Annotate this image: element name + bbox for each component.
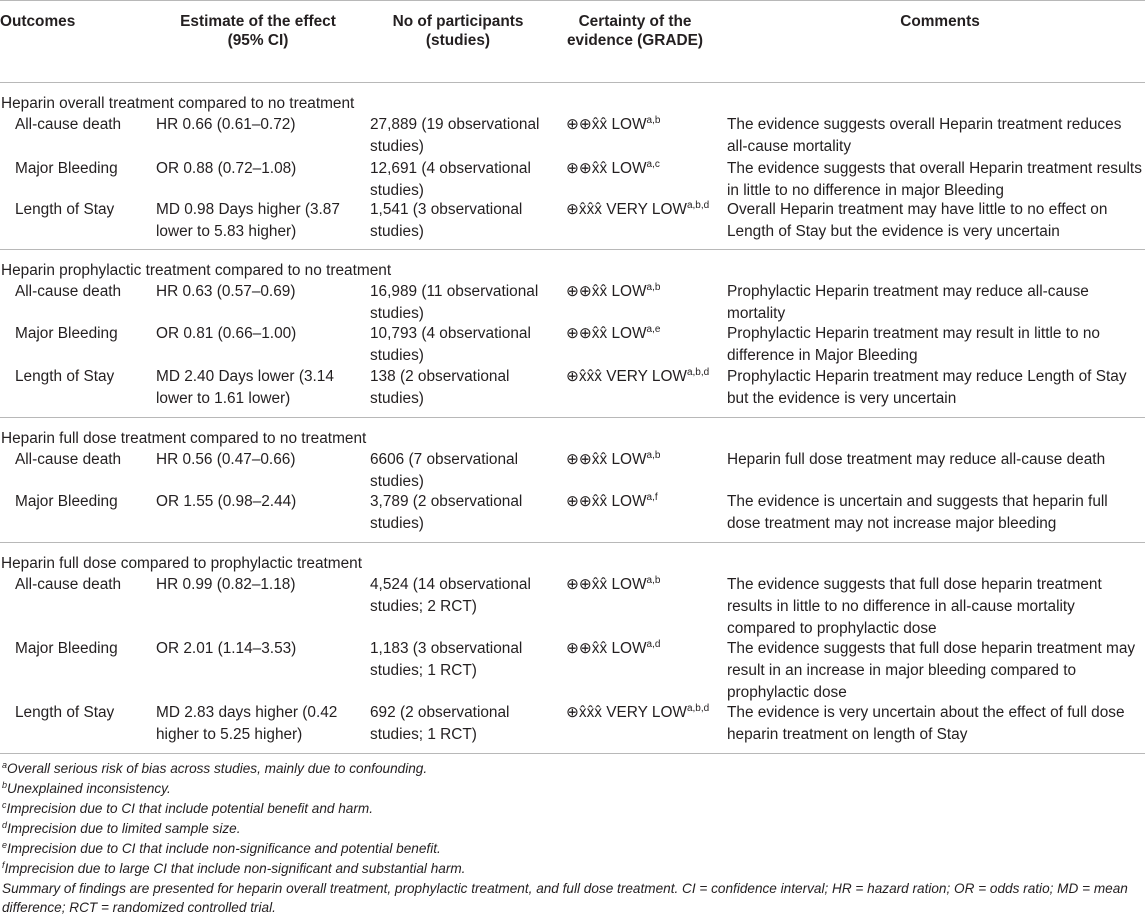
group-title: Heparin full dose compared to prophylactic treatment — [1, 555, 363, 572]
certainty-text: ⊕⊕x̂x̂ LOW — [566, 160, 647, 177]
estimate-cell: HR 0.66 (0.61–0.72) — [156, 116, 296, 133]
outcome-cell: Major Bleeding — [15, 325, 118, 342]
header-outcomes: Outcomes — [0, 13, 76, 30]
group-rule — [0, 249, 1145, 250]
footnote-text: Unexplained inconsistency. — [7, 781, 171, 796]
comment-cell: Prophylactic Heparin treatment may reduce all-cause mortality — [727, 283, 1089, 322]
certainty-text: ⊕⊕x̂x̂ LOW — [566, 493, 647, 510]
footnote-mark: c — [2, 800, 7, 810]
certainty-footnote-mark: a,b — [646, 282, 661, 293]
header-estimate: Estimate of the effect (95% CI) — [180, 13, 336, 49]
comment-cell: The evidence is uncertain and suggests that heparin full dose treatment may not increase major bleeding — [727, 493, 1108, 532]
comment-cell: Heparin full dose treatment may reduce all-cause death — [727, 451, 1106, 468]
footnote-text: Imprecision due to CI that include potential benefit and harm. — [6, 801, 373, 816]
certainty-cell — [566, 449, 726, 471]
estimate-cell: HR 0.99 (0.82–1.18) — [156, 576, 296, 593]
certainty-cell — [566, 158, 726, 180]
group-rule — [0, 542, 1145, 543]
certainty-footnote-mark: a,b,d — [686, 200, 710, 211]
certainty-footnote-mark: a,f — [646, 492, 658, 503]
certainty-footnote-mark: a,d — [646, 639, 661, 650]
certainty-cell — [566, 702, 726, 724]
certainty-text: ⊕⊕x̂x̂ LOW — [566, 116, 647, 133]
certainty-cell — [566, 114, 726, 136]
certainty-cell — [566, 281, 726, 303]
comment-cell: The evidence suggests that full dose heparin treatment results in little to no difference in all-cause mortality compared to prophylactic dose — [727, 576, 1102, 637]
certainty-cell — [566, 574, 726, 596]
outcome-cell: All-cause death — [15, 576, 122, 593]
footnote — [2, 859, 1142, 879]
estimate-cell: MD 2.40 Days lower (3.14 lower to 1.61 lower) — [156, 368, 334, 407]
footnote-text: Overall serious risk of bias across studies, mainly due to confounding. — [7, 761, 428, 776]
participants-cell: 692 (2 observational studies; 1 RCT) — [370, 704, 510, 743]
outcome-cell: Major Bleeding — [15, 160, 118, 177]
certainty-footnote-mark: a,b — [646, 575, 661, 586]
participants-cell: 138 (2 observational studies) — [370, 368, 510, 407]
footnote-mark: e — [2, 840, 8, 850]
footnote-mark: a — [2, 760, 8, 770]
participants-cell: 10,793 (4 observational studies) — [370, 325, 531, 364]
estimate-cell: MD 0.98 Days higher (3.87 lower to 5.83 higher) — [156, 201, 340, 240]
header-participants: No of participants (studies) — [392, 13, 524, 49]
participants-cell: 27,889 (19 observational studies) — [370, 116, 540, 155]
certainty-text: ⊕⊕x̂x̂ LOW — [566, 451, 647, 468]
header-rule — [0, 82, 1145, 83]
outcome-cell: Length of Stay — [15, 368, 115, 385]
estimate-cell: HR 0.63 (0.57–0.69) — [156, 283, 296, 300]
participants-cell: 1,541 (3 observational studies) — [370, 201, 523, 240]
outcome-cell: All-cause death — [15, 283, 122, 300]
certainty-cell — [566, 323, 726, 345]
table-footnotes — [2, 759, 1142, 917]
participants-cell: 4,524 (14 observational studies; 2 RCT) — [370, 576, 531, 615]
outcome-cell: Major Bleeding — [15, 640, 118, 657]
participants-cell: 1,183 (3 observational studies; 1 RCT) — [370, 640, 523, 679]
estimate-cell: HR 0.56 (0.47–0.66) — [156, 451, 296, 468]
header-comments: Comments — [900, 13, 980, 30]
comment-cell: Overall Heparin treatment may have little to no effect on Length of Stay but the evidence is very uncertain — [727, 201, 1108, 240]
certainty-cell — [566, 366, 726, 388]
footnote — [2, 759, 1142, 779]
outcome-cell: Length of Stay — [15, 201, 115, 218]
footnote — [2, 819, 1142, 839]
certainty-cell — [566, 638, 726, 660]
group-title: Heparin full dose treatment compared to no treatment — [1, 430, 367, 447]
certainty-text: ⊕x̂x̂x̂ VERY LOW — [566, 704, 687, 721]
footnote — [2, 799, 1142, 819]
certainty-cell — [566, 199, 726, 221]
comment-cell: The evidence suggests that overall Heparin treatment results in little to no difference in major Bleeding — [727, 160, 1142, 199]
participants-cell: 16,989 (11 observational studies) — [370, 283, 539, 322]
table-top-rule — [0, 0, 1145, 1]
footnote-text: Imprecision due to limited sample size. — [7, 821, 241, 836]
header-certainty: Certainty of the evidence (GRADE) — [567, 13, 703, 49]
comment-cell: The evidence suggests overall Heparin treatment reduces all-cause mortality — [727, 116, 1122, 155]
footnote-mark: d — [2, 820, 8, 830]
comment-cell: Prophylactic Heparin treatment may reduce Length of Stay but the evidence is very uncertain — [727, 368, 1127, 407]
certainty-text: ⊕x̂x̂x̂ VERY LOW — [566, 368, 687, 385]
estimate-cell: MD 2.83 days higher (0.42 higher to 5.25 higher) — [156, 704, 338, 743]
footnote-text: Imprecision due to large CI that include non-significant and substantial harm. — [4, 861, 466, 876]
certainty-cell — [566, 491, 726, 513]
outcome-cell: All-cause death — [15, 116, 122, 133]
footnote-mark: b — [2, 780, 8, 790]
estimate-cell: OR 1.55 (0.98–2.44) — [156, 493, 297, 510]
footnote-text: Imprecision due to CI that include non-significance and potential benefit. — [7, 841, 441, 856]
certainty-footnote-mark: a,e — [646, 324, 661, 335]
comment-cell: The evidence suggests that full dose heparin treatment may result in an increase in major bleeding compared to prophylactic dose — [727, 640, 1136, 701]
certainty-footnote-mark: a,b — [646, 450, 661, 461]
certainty-footnote-mark: a,b,d — [686, 367, 710, 378]
outcome-cell: Length of Stay — [15, 704, 115, 721]
participants-cell: 3,789 (2 observational studies) — [370, 493, 523, 532]
table-summary: Summary of findings are presented for heparin overall treatment, prophylactic treatment, and full dose treatment. CI = confidence interval; HR = hazard ration; OR = odds ratio; MD = mean difference; RCT = randomized controlled trial. — [2, 881, 1128, 915]
certainty-footnote-mark: a,b,d — [686, 703, 710, 714]
group-rule — [0, 417, 1145, 418]
group-title: Heparin overall treatment compared to no treatment — [1, 95, 355, 112]
estimate-cell: OR 0.81 (0.66–1.00) — [156, 325, 297, 342]
footnote-mark: f — [2, 860, 5, 870]
certainty-text: ⊕⊕x̂x̂ LOW — [566, 576, 647, 593]
certainty-text: ⊕⊕x̂x̂ LOW — [566, 640, 647, 657]
certainty-footnote-mark: a,b — [646, 115, 661, 126]
certainty-text: ⊕⊕x̂x̂ LOW — [566, 325, 647, 342]
comment-cell: Prophylactic Heparin treatment may result in little to no difference in Major Bleeding — [727, 325, 1100, 364]
group-title: Heparin prophylactic treatment compared to no treatment — [1, 262, 392, 279]
certainty-footnote-mark: a,c — [646, 159, 660, 170]
footnote — [2, 779, 1142, 799]
certainty-text: ⊕⊕x̂x̂ LOW — [566, 283, 647, 300]
estimate-cell: OR 2.01 (1.14–3.53) — [156, 640, 297, 657]
table-bottom-rule — [0, 753, 1145, 754]
estimate-cell: OR 0.88 (0.72–1.08) — [156, 160, 297, 177]
outcome-cell: All-cause death — [15, 451, 122, 468]
comment-cell: The evidence is very uncertain about the effect of full dose heparin treatment on length of Stay — [727, 704, 1125, 743]
participants-cell: 12,691 (4 observational studies) — [370, 160, 531, 199]
participants-cell: 6606 (7 observational studies) — [370, 451, 519, 490]
outcome-cell: Major Bleeding — [15, 493, 118, 510]
certainty-text: ⊕x̂x̂x̂ VERY LOW — [566, 201, 687, 218]
footnote — [2, 839, 1142, 859]
